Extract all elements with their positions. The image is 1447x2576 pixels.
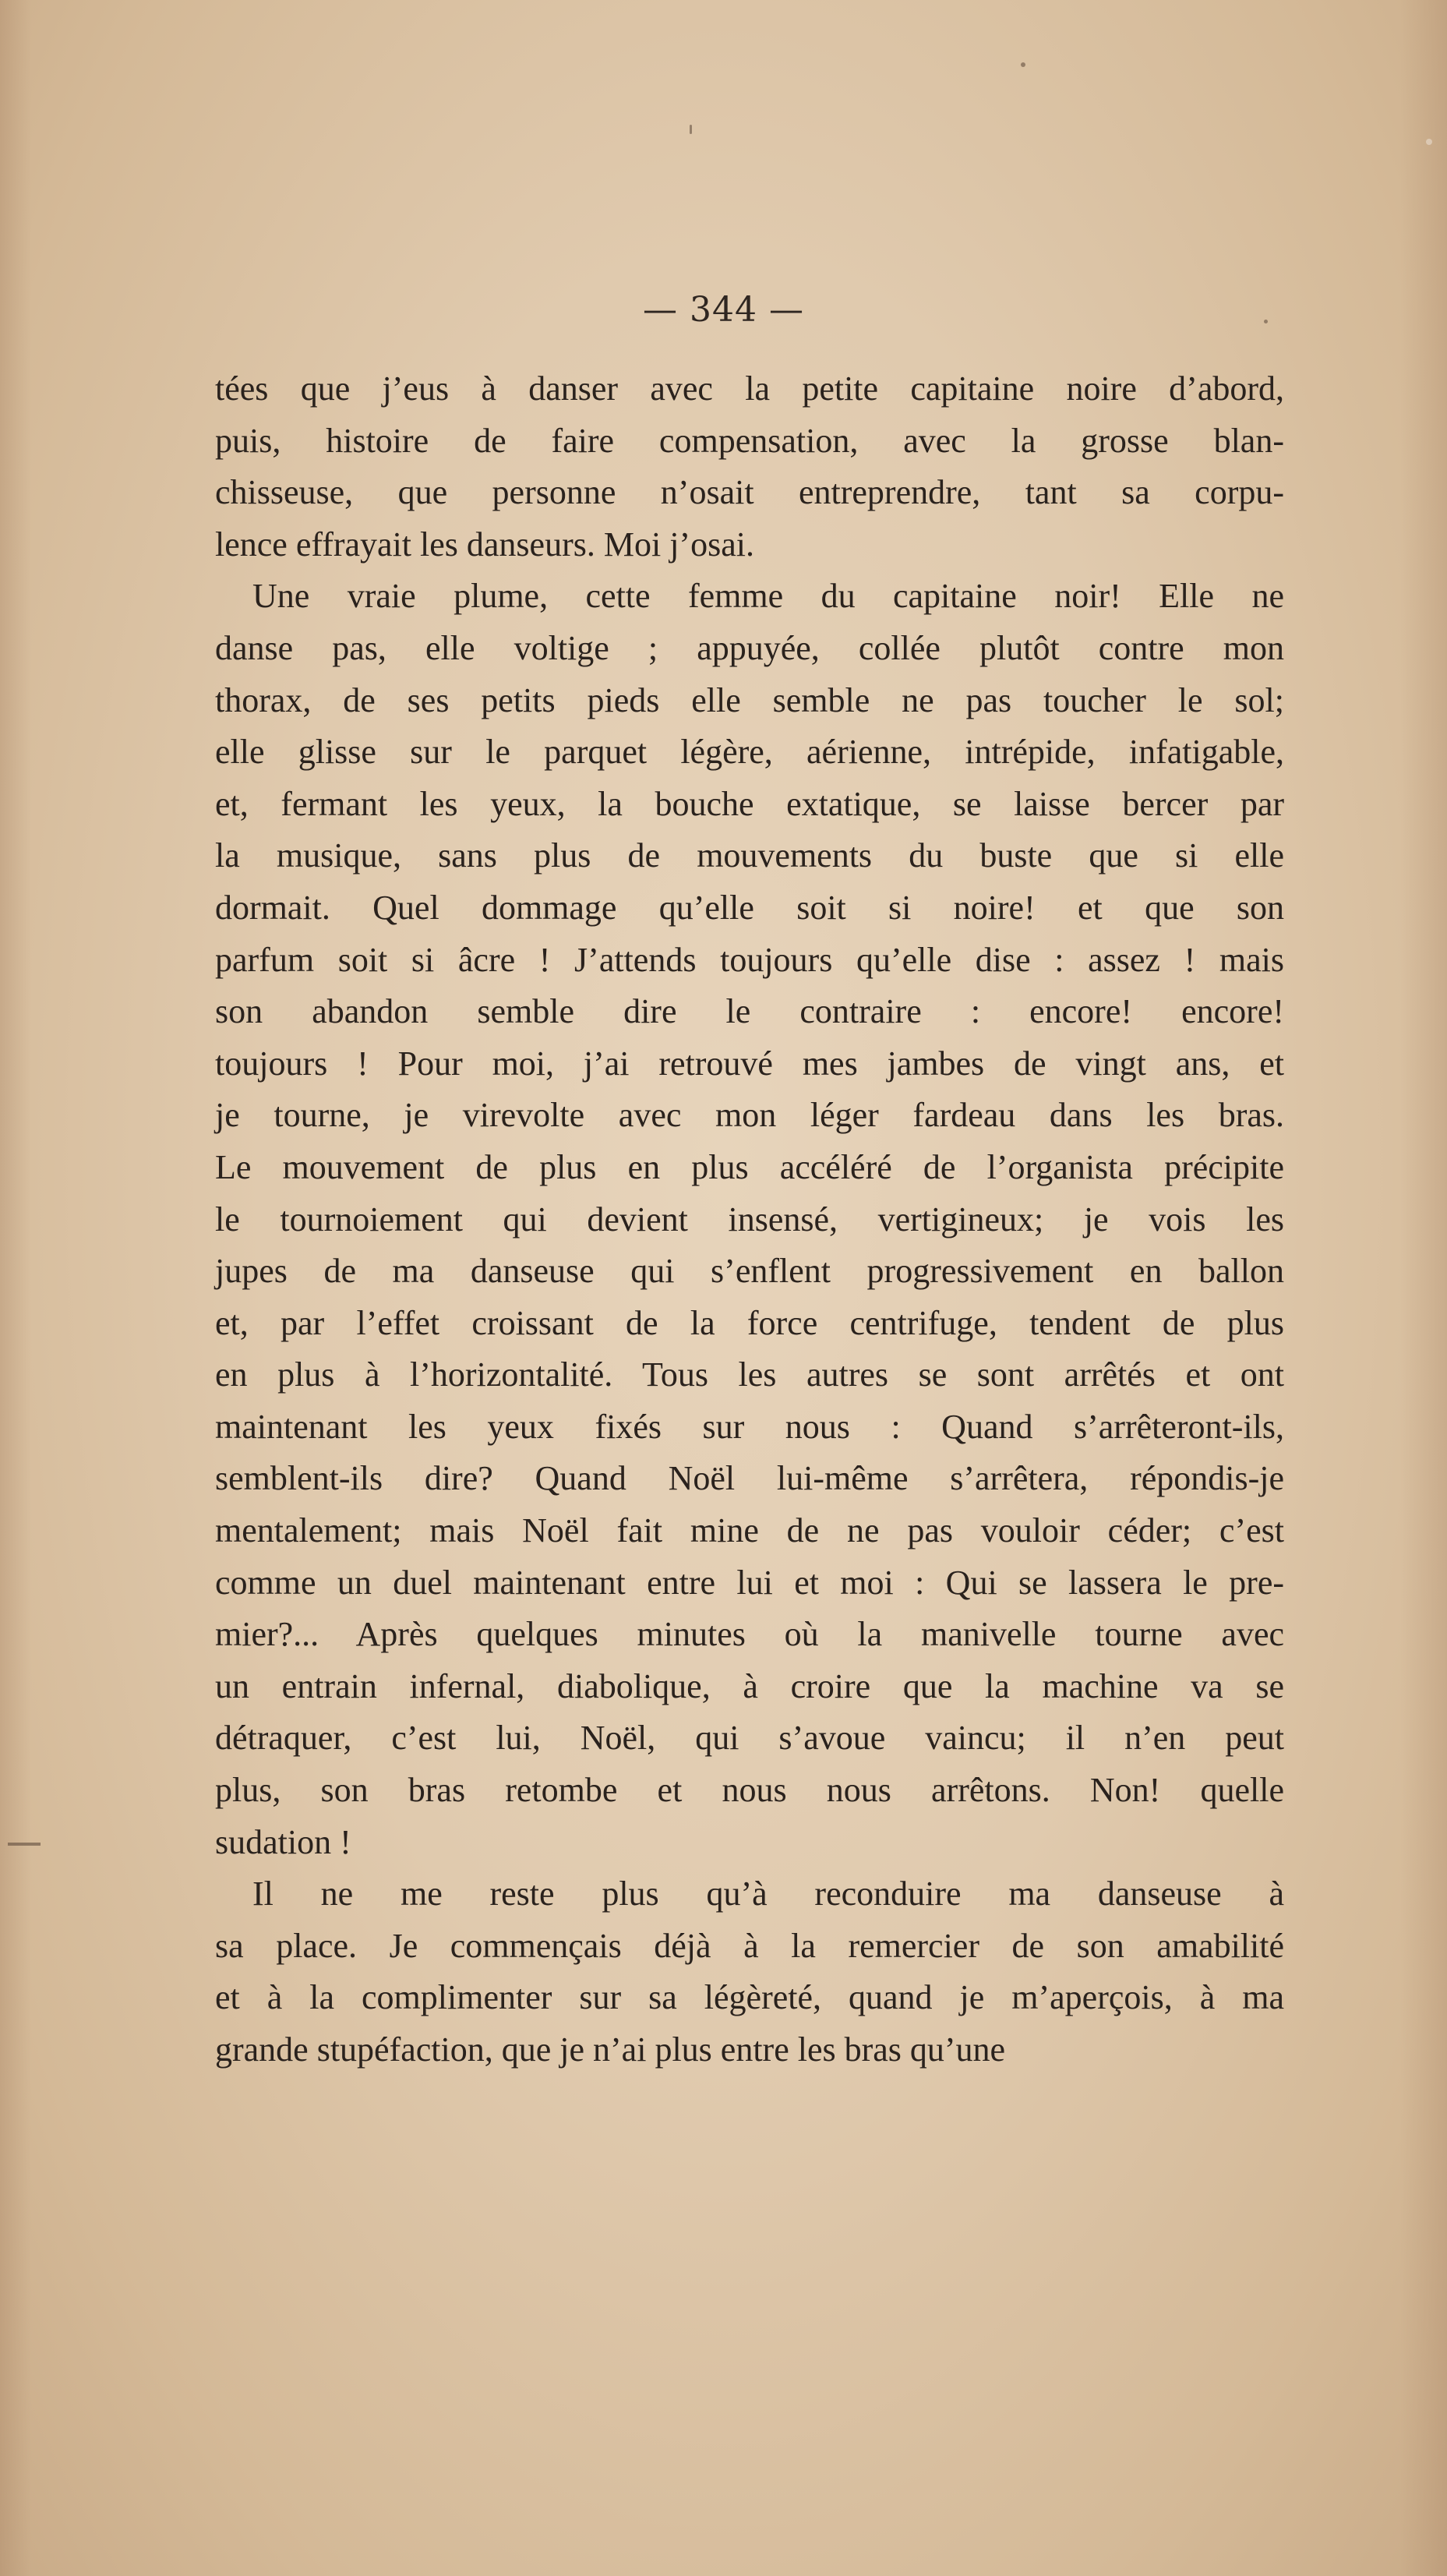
text-line: un entrain infernal, diabolique, à croire que la machine va se [215,1666,1284,1705]
text-line: dormait. Quel dommage qu’elle soit si noire! et que son [215,888,1284,927]
text-line: tées que j’eus à danser avec la petite capitaine noire d’abord, [215,369,1284,408]
paragraph [215,1868,1284,2076]
paper-speck [1021,62,1025,67]
text-line: maintenant les yeux fixés sur nous : Quand s’arrêteront-ils, [215,1407,1284,1446]
margin-mark [8,1843,41,1846]
text-line: puis, histoire de faire compensation, avec la grosse blan- [215,421,1284,460]
text-line: et, par l’effet croissant de la force centrifuge, tendent de plus [215,1303,1284,1342]
text-line: parfum soit si âcre ! J’attends toujours qu’elle dise : assez ! mais [215,940,1284,979]
paragraph [215,363,1284,571]
page-edge-shadow-right [1400,0,1447,2576]
text-line: plus, son bras retombe et nous nous arrêtons. Non! quelle [215,1771,1284,1810]
text-line: le tournoiement qui devient insensé, vertigineux; je vois les [215,1200,1284,1239]
text-line: je tourne, je virevolte avec mon léger fardeau dans les bras. [215,1096,1284,1135]
text-line: en plus à l’horizontalité. Tous les autres se sont arrêtés et ont [215,1355,1284,1394]
text-line: toujours ! Pour moi, j’ai retrouvé mes jambes de vingt ans, et [215,1044,1284,1083]
text-line: sudation ! [215,1822,351,1861]
text-line: danse pas, elle voltige ; appuyée, collée plutôt contre mon [215,628,1284,667]
text-line: thorax, de ses petits pieds elle semble ne pas toucher le sol; [215,680,1284,719]
text-line: grande stupéfaction, que je n’ai plus entre les bras qu’une [215,2030,1006,2069]
text-line: elle glisse sur le parquet légère, aérienne, intrépide, infatigable, [215,733,1284,772]
text-line: Le mouvement de plus en plus accéléré de l’organista précipite [215,1147,1284,1186]
text-line: chisseuse, que personne n’osait entreprendre, tant sa corpu- [215,473,1284,512]
text-line: jupes de ma danseuse qui s’enflent progressivement en ballon [215,1252,1284,1291]
text-line: et, fermant les yeux, la bouche extatique, se laisse bercer par [215,784,1284,823]
text-line: détraquer, c’est lui, Noël, qui s’avoue vaincu; il n’en peut [215,1719,1284,1758]
page-edge-shadow-left [0,0,31,2576]
page-number: — 344 — [643,290,804,330]
text-line: sa place. Je commençais déjà à la remercier de son amabilité [215,1926,1284,1965]
text-line: comme un duel maintenant entre lui et moi : Qui se lassera le pre- [215,1563,1284,1602]
text-line: Il ne me reste plus qu’à reconduire ma danseuse à [252,1875,1284,1913]
paper-speck [690,125,692,134]
text-line: Une vraie plume, cette femme du capitaine noir! Elle ne [252,577,1284,616]
body-text [215,363,1284,2076]
text-line: lence effrayait les danseurs. Moi j’osai. [215,525,754,564]
text-line: mentalement; mais Noël fait mine de ne pas vouloir céder; c’est [215,1511,1284,1550]
text-line: et à la complimenter sur sa légèreté, quand je m’aperçois, à ma [215,1978,1284,2017]
text-line: mier?... Après quelques minutes où la manivelle tourne avec [215,1615,1284,1654]
text-line: semblent-ils dire? Quand Noël lui-même s’arrêtera, répondis-je [215,1459,1284,1498]
paragraph [215,571,1284,1868]
paper-speck [1426,139,1432,145]
text-line: son abandon semble dire le contraire : encore! encore! [215,992,1284,1031]
text-line: la musique, sans plus de mouvements du buste que si elle [215,836,1284,875]
